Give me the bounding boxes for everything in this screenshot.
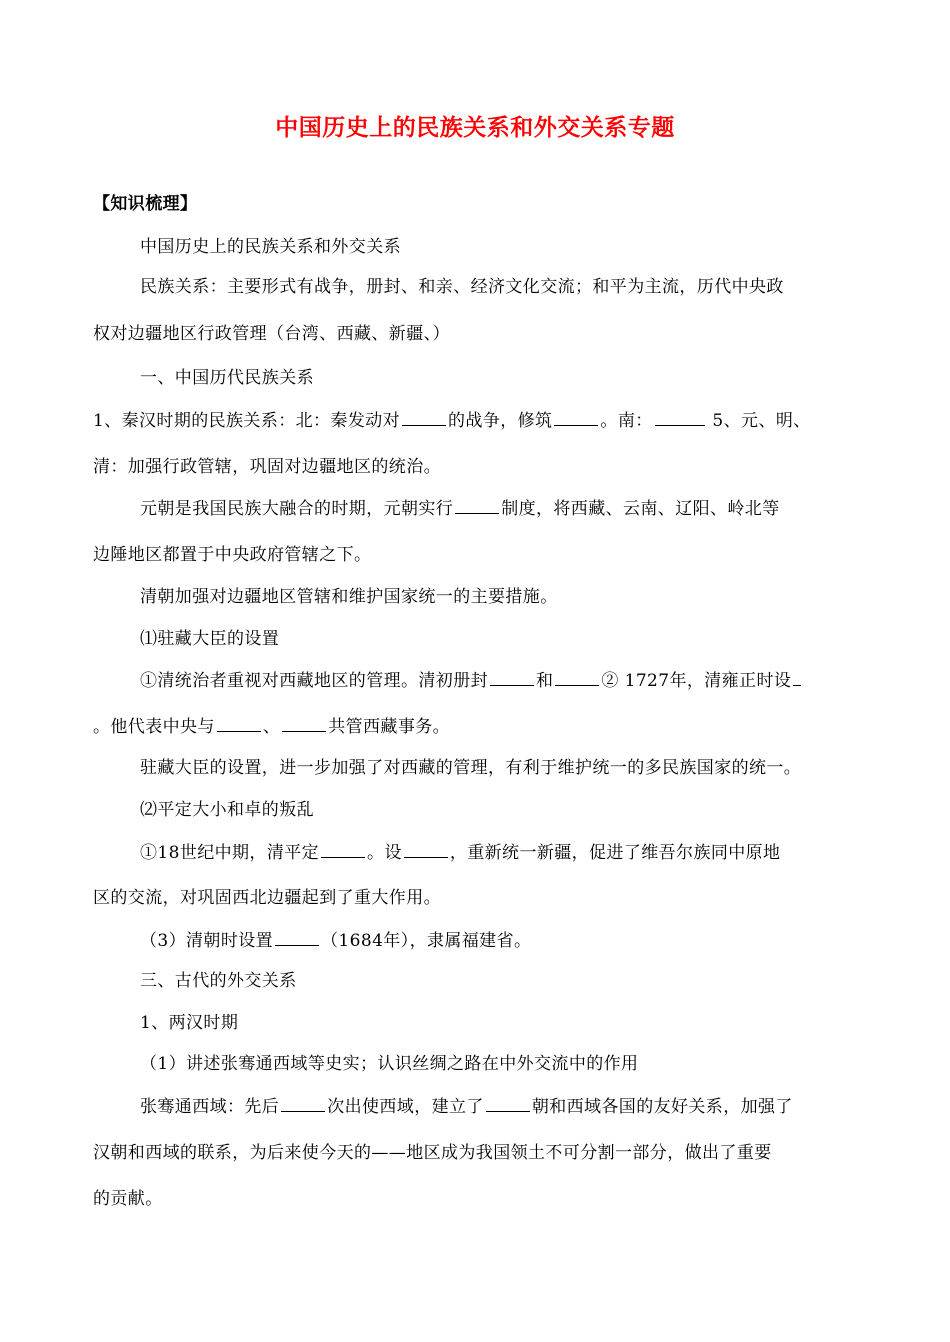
- fill-blank: [402, 407, 446, 426]
- text-line: （1）讲述张骞通西域等史实；认识丝绸之路在中外交流中的作用: [140, 1054, 639, 1074]
- text-line: [93, 407, 811, 434]
- text-line: 民族关系：主要形式有战争，册封、和亲、经济文化交流；和平为主流，历代中央政: [140, 277, 784, 297]
- text-line: 区的交流，对巩固西北边疆起到了重大作用。: [93, 888, 441, 908]
- fill-blank: [217, 713, 261, 732]
- text-segment: ①18世纪中期，清平定: [140, 843, 320, 863]
- text-line: [140, 839, 780, 866]
- fill-blank: [555, 667, 599, 686]
- text-segment: 。设: [367, 843, 402, 863]
- text-segment: （3）清朝时设置: [140, 931, 274, 951]
- text-line: 权对边疆地区行政管理（台湾、西藏、新疆、）: [93, 324, 450, 344]
- text-segment: 元朝是我国民族大融合的时期，元朝实行: [140, 499, 454, 519]
- text-segment: 。他代表中央与: [93, 717, 215, 737]
- fill-blank: [404, 839, 448, 858]
- fill-blank: [554, 407, 598, 426]
- text-line: [140, 495, 780, 522]
- text-line: 驻藏大臣的设置，进一步加强了对西藏的管理，有利于维护统一的多民族国家的统一。: [140, 758, 802, 778]
- text-segment: 。南：: [600, 411, 653, 431]
- text-segment: ①清统治者重视对西藏地区的管理。清初册封: [140, 671, 488, 691]
- text-segment: 5、元、明、: [706, 411, 811, 431]
- fill-blank: [486, 1093, 530, 1112]
- fill-blank: [655, 407, 705, 426]
- text-line: 中国历史上的民族关系和外交关系: [140, 237, 401, 257]
- text-line: [140, 927, 531, 954]
- text-segment: （1684年），隶属福建省。: [321, 931, 532, 951]
- text-segment: 朝和西域各国的友好关系，加强了: [531, 1097, 793, 1117]
- fill-blank: [282, 713, 326, 732]
- text-line: 的贡献。: [93, 1189, 163, 1209]
- text-segment: 制度，将西藏、云南、辽阳、岭北等: [501, 499, 780, 519]
- text-line: ⑵平定大小和卓的叛乱: [140, 800, 314, 820]
- text-segment: 1、秦汉时期的民族关系：北：秦发动对: [93, 411, 401, 431]
- text-line: 汉朝和西域的联系，为后来使今天的——地区成为我国领土不可分割一部分，做出了重要: [93, 1143, 772, 1163]
- text-line: [93, 713, 450, 740]
- text-line: [140, 667, 803, 694]
- text-line: ⑴驻藏大臣的设置: [140, 629, 280, 649]
- text-line: 边陲地区都置于中央政府管辖之下。: [93, 545, 372, 565]
- fill-blank: [275, 927, 319, 946]
- text-segment: 共管西藏事务。: [328, 717, 451, 737]
- text-line: 一、中国历代民族关系: [140, 368, 314, 388]
- text-segment: 、: [262, 717, 281, 737]
- fill-blank: [490, 667, 534, 686]
- text-segment: 和: [536, 671, 554, 691]
- fill-blank: [321, 839, 365, 858]
- text-line: 1、两汉时期: [140, 1013, 239, 1033]
- fill-blank: [455, 495, 499, 514]
- text-segment: 张骞通西域：先后: [140, 1097, 280, 1117]
- text-line: 清：加强行政管辖，巩固对边疆地区的统治。: [93, 457, 441, 477]
- text-line: 三、古代的外交关系: [140, 971, 297, 991]
- text-line: 清朝加强对边疆地区管辖和维护国家统一的主要措施。: [140, 587, 558, 607]
- text-segment: 的战争，修筑: [448, 411, 553, 431]
- text-segment: ② 1727年，清雍正时设: [601, 671, 792, 691]
- text-line: [140, 1093, 793, 1120]
- fill-blank: [281, 1093, 325, 1112]
- fill-blank: [793, 667, 801, 686]
- text-segment: 次出使西域，建立了: [327, 1097, 484, 1117]
- document-title: 中国历史上的民族关系和外交关系专题: [275, 115, 675, 141]
- text-segment: ，重新统一新疆，促进了维吾尔族同中原地: [449, 843, 781, 863]
- section-heading: 【知识梳理】: [93, 194, 198, 214]
